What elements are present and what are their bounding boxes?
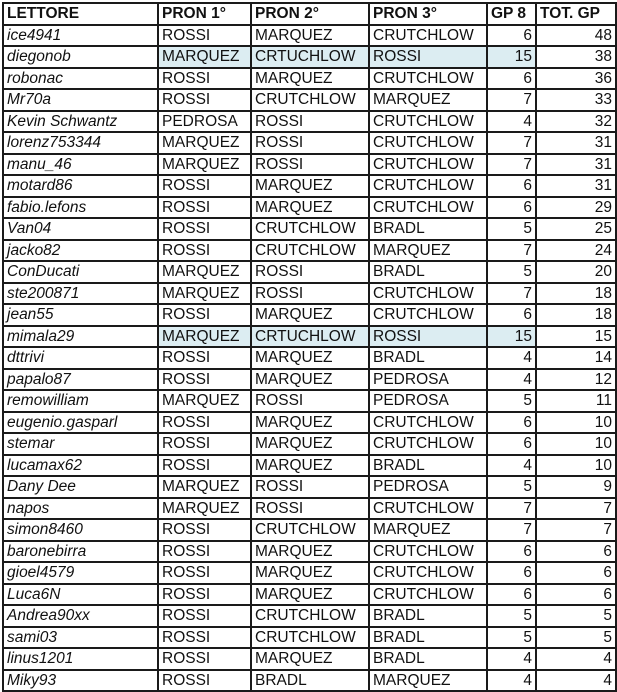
cell-gp8: 6: [487, 197, 536, 219]
table-row: [3, 476, 616, 498]
table-row: [3, 390, 616, 412]
cell-tot-gp: 48: [536, 25, 616, 47]
table-row: [3, 498, 616, 520]
cell-tot-gp: 20: [536, 261, 616, 283]
cell-gp8: 6: [487, 68, 536, 90]
cell-tot-gp: 31: [536, 132, 616, 154]
cell-pron1: ROSSI: [158, 562, 251, 584]
cell-tot-gp: 29: [536, 197, 616, 219]
cell-gp8: 6: [487, 304, 536, 326]
cell-pron1: MARQUEZ: [158, 390, 251, 412]
cell-pron2: ROSSI: [251, 132, 369, 154]
table-row: [3, 605, 616, 627]
cell-pron3: ROSSI: [369, 46, 487, 68]
cell-pron2: MARQUEZ: [251, 369, 369, 391]
cell-pron3: CRUTCHLOW: [369, 25, 487, 47]
cell-pron1: MARQUEZ: [158, 154, 251, 176]
cell-pron3: BRADL: [369, 648, 487, 670]
cell-pron2: MARQUEZ: [251, 347, 369, 369]
cell-tot-gp: 6: [536, 541, 616, 563]
cell-gp8: 7: [487, 89, 536, 111]
header-gp8: GP 8: [487, 3, 536, 25]
cell-lettore: remowilliam: [3, 390, 158, 412]
cell-pron3: BRADL: [369, 347, 487, 369]
cell-gp8: 6: [487, 584, 536, 606]
cell-pron1: ROSSI: [158, 433, 251, 455]
cell-lettore: ConDucati: [3, 261, 158, 283]
cell-pron3: CRUTCHLOW: [369, 197, 487, 219]
cell-tot-gp: 5: [536, 627, 616, 649]
cell-pron1: ROSSI: [158, 304, 251, 326]
cell-pron2: MARQUEZ: [251, 455, 369, 477]
cell-pron2: BRADL: [251, 670, 369, 692]
cell-gp8: 5: [487, 627, 536, 649]
cell-pron3: CRUTCHLOW: [369, 283, 487, 305]
cell-tot-gp: 31: [536, 154, 616, 176]
table-row: [3, 154, 616, 176]
cell-pron1: ROSSI: [158, 412, 251, 434]
cell-gp8: 7: [487, 498, 536, 520]
cell-pron1: ROSSI: [158, 197, 251, 219]
cell-pron3: MARQUEZ: [369, 240, 487, 262]
header-pron2: PRON 2°: [251, 3, 369, 25]
cell-lettore: lorenz753344: [3, 132, 158, 154]
cell-tot-gp: 4: [536, 670, 616, 692]
table-row: [3, 541, 616, 563]
cell-pron3: PEDROSA: [369, 390, 487, 412]
header-lettore: LETTORE: [3, 3, 158, 25]
cell-gp8: 15: [487, 326, 536, 348]
cell-pron3: CRUTCHLOW: [369, 175, 487, 197]
cell-tot-gp: 7: [536, 498, 616, 520]
cell-pron1: ROSSI: [158, 347, 251, 369]
cell-gp8: 7: [487, 519, 536, 541]
cell-tot-gp: 12: [536, 369, 616, 391]
cell-pron2: MARQUEZ: [251, 584, 369, 606]
cell-pron1: ROSSI: [158, 175, 251, 197]
cell-gp8: 5: [487, 476, 536, 498]
cell-pron1: ROSSI: [158, 541, 251, 563]
table-row: [3, 218, 616, 240]
cell-tot-gp: 36: [536, 68, 616, 90]
cell-lettore: Mr70a: [3, 89, 158, 111]
cell-tot-gp: 15: [536, 326, 616, 348]
cell-lettore: mimala29: [3, 326, 158, 348]
cell-pron2: CRTUCHLOW: [251, 326, 369, 348]
cell-gp8: 4: [487, 455, 536, 477]
table-row: [3, 627, 616, 649]
cell-pron2: CRUTCHLOW: [251, 218, 369, 240]
table-row: [3, 519, 616, 541]
cell-pron2: CRUTCHLOW: [251, 89, 369, 111]
table-row: [3, 347, 616, 369]
cell-lettore: Van04: [3, 218, 158, 240]
cell-pron2: CRUTCHLOW: [251, 240, 369, 262]
cell-pron2: MARQUEZ: [251, 433, 369, 455]
table-row: [3, 46, 616, 68]
cell-tot-gp: 10: [536, 412, 616, 434]
cell-gp8: 6: [487, 175, 536, 197]
cell-lettore: sami03: [3, 627, 158, 649]
cell-tot-gp: 11: [536, 390, 616, 412]
table-row: [3, 283, 616, 305]
cell-lettore: napos: [3, 498, 158, 520]
cell-pron1: MARQUEZ: [158, 326, 251, 348]
table-row: [3, 433, 616, 455]
cell-lettore: papalo87: [3, 369, 158, 391]
cell-tot-gp: 33: [536, 89, 616, 111]
cell-tot-gp: 6: [536, 584, 616, 606]
cell-pron1: ROSSI: [158, 369, 251, 391]
table-row: [3, 132, 616, 154]
table-row: [3, 89, 616, 111]
table-row: [3, 562, 616, 584]
cell-pron3: BRADL: [369, 455, 487, 477]
cell-pron3: BRADL: [369, 218, 487, 240]
cell-pron3: MARQUEZ: [369, 519, 487, 541]
cell-gp8: 6: [487, 541, 536, 563]
cell-pron1: ROSSI: [158, 605, 251, 627]
cell-lettore: gioel4579: [3, 562, 158, 584]
table-row: [3, 25, 616, 47]
table-row: [3, 261, 616, 283]
cell-pron3: ROSSI: [369, 326, 487, 348]
cell-lettore: eugenio.gasparl: [3, 412, 158, 434]
cell-gp8: 6: [487, 412, 536, 434]
cell-gp8: 6: [487, 562, 536, 584]
cell-gp8: 6: [487, 433, 536, 455]
table-row: [3, 584, 616, 606]
cell-lettore: linus1201: [3, 648, 158, 670]
cell-pron1: MARQUEZ: [158, 132, 251, 154]
cell-pron2: ROSSI: [251, 111, 369, 133]
cell-pron3: CRUTCHLOW: [369, 433, 487, 455]
cell-lettore: simon8460: [3, 519, 158, 541]
cell-pron3: CRUTCHLOW: [369, 68, 487, 90]
cell-pron1: ROSSI: [158, 584, 251, 606]
table-row: [3, 240, 616, 262]
cell-pron1: MARQUEZ: [158, 261, 251, 283]
cell-lettore: diegonob: [3, 46, 158, 68]
cell-pron3: MARQUEZ: [369, 89, 487, 111]
cell-pron2: CRUTCHLOW: [251, 519, 369, 541]
table-body: [3, 25, 616, 692]
cell-pron2: MARQUEZ: [251, 175, 369, 197]
cell-tot-gp: 7: [536, 519, 616, 541]
cell-gp8: 7: [487, 132, 536, 154]
cell-pron1: ROSSI: [158, 218, 251, 240]
standings-table: [2, 2, 617, 692]
cell-tot-gp: 4: [536, 648, 616, 670]
cell-pron3: CRUTCHLOW: [369, 584, 487, 606]
header-row: [3, 3, 616, 25]
cell-tot-gp: 9: [536, 476, 616, 498]
cell-tot-gp: 14: [536, 347, 616, 369]
header-pron3: PRON 3°: [369, 3, 487, 25]
cell-tot-gp: 18: [536, 304, 616, 326]
cell-tot-gp: 18: [536, 283, 616, 305]
cell-pron3: CRUTCHLOW: [369, 498, 487, 520]
table-row: [3, 455, 616, 477]
cell-lettore: ste200871: [3, 283, 158, 305]
cell-pron2: CRUTCHLOW: [251, 627, 369, 649]
cell-tot-gp: 6: [536, 562, 616, 584]
cell-pron2: ROSSI: [251, 390, 369, 412]
cell-pron2: MARQUEZ: [251, 648, 369, 670]
cell-pron1: MARQUEZ: [158, 283, 251, 305]
cell-pron2: CRTUCHLOW: [251, 46, 369, 68]
table-row: [3, 111, 616, 133]
cell-gp8: 7: [487, 240, 536, 262]
cell-tot-gp: 32: [536, 111, 616, 133]
cell-gp8: 6: [487, 25, 536, 47]
cell-lettore: manu_46: [3, 154, 158, 176]
table-row: [3, 304, 616, 326]
cell-pron1: MARQUEZ: [158, 498, 251, 520]
cell-pron1: ROSSI: [158, 25, 251, 47]
cell-gp8: 15: [487, 46, 536, 68]
cell-pron1: ROSSI: [158, 455, 251, 477]
cell-tot-gp: 5: [536, 605, 616, 627]
cell-lettore: fabio.lefons: [3, 197, 158, 219]
cell-pron3: BRADL: [369, 605, 487, 627]
header-pron1: PRON 1°: [158, 3, 251, 25]
cell-pron2: ROSSI: [251, 154, 369, 176]
cell-pron2: MARQUEZ: [251, 25, 369, 47]
table-row: [3, 326, 616, 348]
table-row: [3, 648, 616, 670]
cell-tot-gp: 24: [536, 240, 616, 262]
cell-pron3: MARQUEZ: [369, 670, 487, 692]
cell-tot-gp: 10: [536, 455, 616, 477]
cell-pron3: CRUTCHLOW: [369, 562, 487, 584]
table-row: [3, 670, 616, 692]
cell-pron1: ROSSI: [158, 519, 251, 541]
cell-tot-gp: 25: [536, 218, 616, 240]
cell-lettore: lucamax62: [3, 455, 158, 477]
table-row: [3, 412, 616, 434]
cell-pron2: MARQUEZ: [251, 412, 369, 434]
cell-gp8: 4: [487, 369, 536, 391]
header-tot-gp: TOT. GP: [536, 3, 616, 25]
cell-gp8: 7: [487, 154, 536, 176]
cell-tot-gp: 31: [536, 175, 616, 197]
table-row: [3, 175, 616, 197]
cell-pron3: PEDROSA: [369, 369, 487, 391]
cell-lettore: motard86: [3, 175, 158, 197]
cell-pron3: CRUTCHLOW: [369, 132, 487, 154]
cell-pron1: ROSSI: [158, 670, 251, 692]
cell-pron2: MARQUEZ: [251, 541, 369, 563]
cell-pron3: PEDROSA: [369, 476, 487, 498]
cell-pron2: ROSSI: [251, 498, 369, 520]
cell-pron3: CRUTCHLOW: [369, 304, 487, 326]
cell-lettore: jean55: [3, 304, 158, 326]
cell-pron2: MARQUEZ: [251, 562, 369, 584]
cell-lettore: Dany Dee: [3, 476, 158, 498]
cell-gp8: 4: [487, 648, 536, 670]
cell-gp8: 4: [487, 111, 536, 133]
cell-pron2: ROSSI: [251, 476, 369, 498]
cell-pron1: ROSSI: [158, 627, 251, 649]
cell-lettore: stemar: [3, 433, 158, 455]
cell-pron1: ROSSI: [158, 89, 251, 111]
cell-lettore: baronebirra: [3, 541, 158, 563]
cell-pron1: ROSSI: [158, 68, 251, 90]
cell-gp8: 4: [487, 670, 536, 692]
table-row: [3, 197, 616, 219]
cell-lettore: jacko82: [3, 240, 158, 262]
cell-lettore: Miky93: [3, 670, 158, 692]
cell-pron3: CRUTCHLOW: [369, 541, 487, 563]
cell-gp8: 4: [487, 347, 536, 369]
cell-pron2: MARQUEZ: [251, 197, 369, 219]
cell-lettore: robonac: [3, 68, 158, 90]
cell-gp8: 5: [487, 261, 536, 283]
cell-lettore: ice4941: [3, 25, 158, 47]
cell-tot-gp: 10: [536, 433, 616, 455]
cell-pron2: ROSSI: [251, 283, 369, 305]
cell-pron2: MARQUEZ: [251, 304, 369, 326]
cell-tot-gp: 38: [536, 46, 616, 68]
cell-lettore: Luca6N: [3, 584, 158, 606]
cell-pron1: PEDROSA: [158, 111, 251, 133]
cell-gp8: 5: [487, 218, 536, 240]
cell-lettore: Andrea90xx: [3, 605, 158, 627]
cell-pron3: BRADL: [369, 627, 487, 649]
cell-pron1: ROSSI: [158, 648, 251, 670]
cell-gp8: 7: [487, 283, 536, 305]
cell-lettore: dttrivi: [3, 347, 158, 369]
cell-lettore: Kevin Schwantz: [3, 111, 158, 133]
cell-pron3: BRADL: [369, 261, 487, 283]
cell-pron3: CRUTCHLOW: [369, 154, 487, 176]
cell-pron1: MARQUEZ: [158, 46, 251, 68]
cell-pron3: CRUTCHLOW: [369, 412, 487, 434]
cell-gp8: 5: [487, 390, 536, 412]
cell-pron3: CRUTCHLOW: [369, 111, 487, 133]
cell-pron1: MARQUEZ: [158, 476, 251, 498]
table-row: [3, 369, 616, 391]
cell-pron2: ROSSI: [251, 261, 369, 283]
cell-pron1: ROSSI: [158, 240, 251, 262]
cell-pron2: MARQUEZ: [251, 68, 369, 90]
table-row: [3, 68, 616, 90]
cell-pron2: CRUTCHLOW: [251, 605, 369, 627]
cell-gp8: 5: [487, 605, 536, 627]
